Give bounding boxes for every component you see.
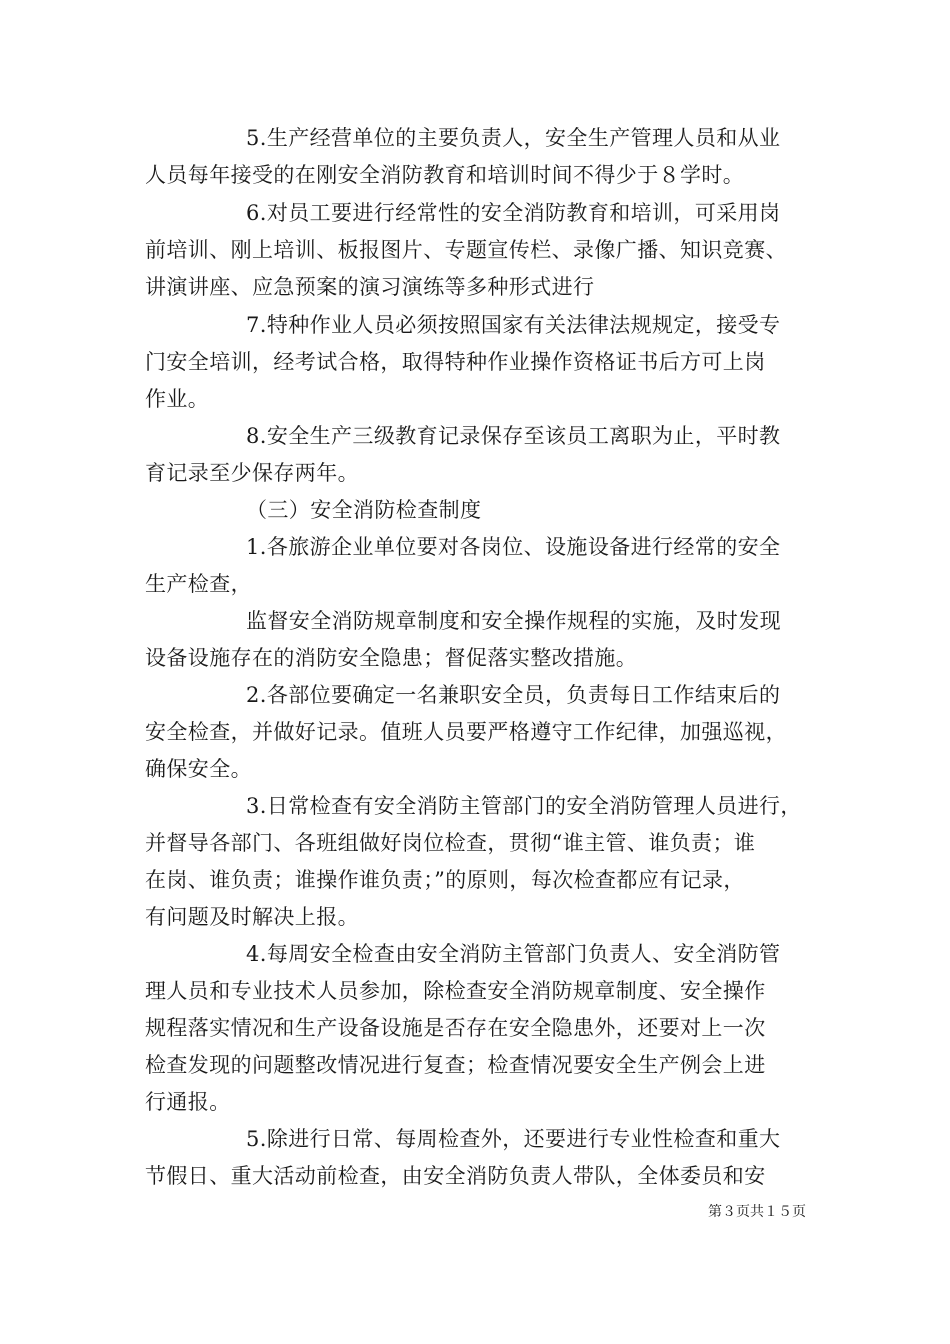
text-line: 确保安全。 <box>145 757 252 781</box>
text-line: 安全检查，并做好记录。值班人员要严格遵守工作纪律，加强巡视， <box>145 720 787 744</box>
text-line: 8.安全生产三级教育记录保存至该员工离职为止，平时教 <box>246 424 781 448</box>
text-line: 讲演讲座、应急预案的演习演练等多种形式进行 <box>145 275 595 299</box>
text-line: 5.除进行日常、每周检查外，还要进行专业性检查和重大 <box>246 1127 781 1151</box>
text-line: 前培训、刚上培训、板报图片、专题宣传栏、录像广播、知识竞赛、 <box>145 238 787 262</box>
page-number-footer: 第３页共１５页 <box>708 1204 806 1220</box>
text-line: 1.各旅游企业单位要对各岗位、设施设备进行经常的安全 <box>246 535 781 559</box>
text-line: 作业。 <box>145 387 210 411</box>
text-line: 育记录至少保存两年。 <box>145 461 359 485</box>
text-line: 7.特种作业人员必须按照国家有关法律法规规定，接受专 <box>246 313 781 337</box>
text-line: 监督安全消防规章制度和安全操作规程的实施，及时发现 <box>246 609 781 633</box>
text-line: 4.每周安全检查由安全消防主管部门负责人、安全消防管 <box>246 942 781 966</box>
text-line: 人员每年接受的在刚安全消防教育和培训时间不得少于８学时。 <box>145 163 745 187</box>
text-line: 设备设施存在的消防安全隐患；督促落实整改措施。 <box>145 646 638 670</box>
text-line: 在岗、谁负责；谁操作谁负责；”的原则，每次检查都应有记录， <box>145 868 745 892</box>
text-line: 门安全培训，经考试合格，取得特种作业操作资格证书后方可上岗 <box>145 350 766 374</box>
text-line: 理人员和专业技术人员参加，除检查安全消防规章制度、安全操作 <box>145 979 766 1003</box>
text-line: 有问题及时解决上报。 <box>145 905 359 929</box>
text-line: 5.生产经营单位的主要负责人，安全生产管理人员和从业 <box>246 126 781 150</box>
text-line: 生产检查， <box>145 572 252 596</box>
text-line: 节假日、重大活动前检查，由安全消防负责人带队，全体委员和安 <box>145 1164 766 1188</box>
text-line: 6.对员工要进行经常性的安全消防教育和培训，可采用岗 <box>246 201 781 225</box>
text-line: 2.各部位要确定一名兼职安全员，负责每日工作结束后的 <box>246 683 781 707</box>
text-line: 并督导各部门、各班组做好岗位检查，贯彻“谁主管、谁负责；谁 <box>145 831 756 855</box>
text-line: 3.日常检查有安全消防主管部门的安全消防管理人员进行， <box>246 794 802 818</box>
text-line: 行通报。 <box>145 1090 231 1114</box>
section-heading: （三）安全消防检查制度 <box>246 498 482 522</box>
text-line: 规程落实情况和生产设备设施是否存在安全隐患外，还要对上一次 <box>145 1016 766 1040</box>
text-line: 检查发现的问题整改情况进行复查；检查情况要安全生产例会上进 <box>145 1053 766 1077</box>
